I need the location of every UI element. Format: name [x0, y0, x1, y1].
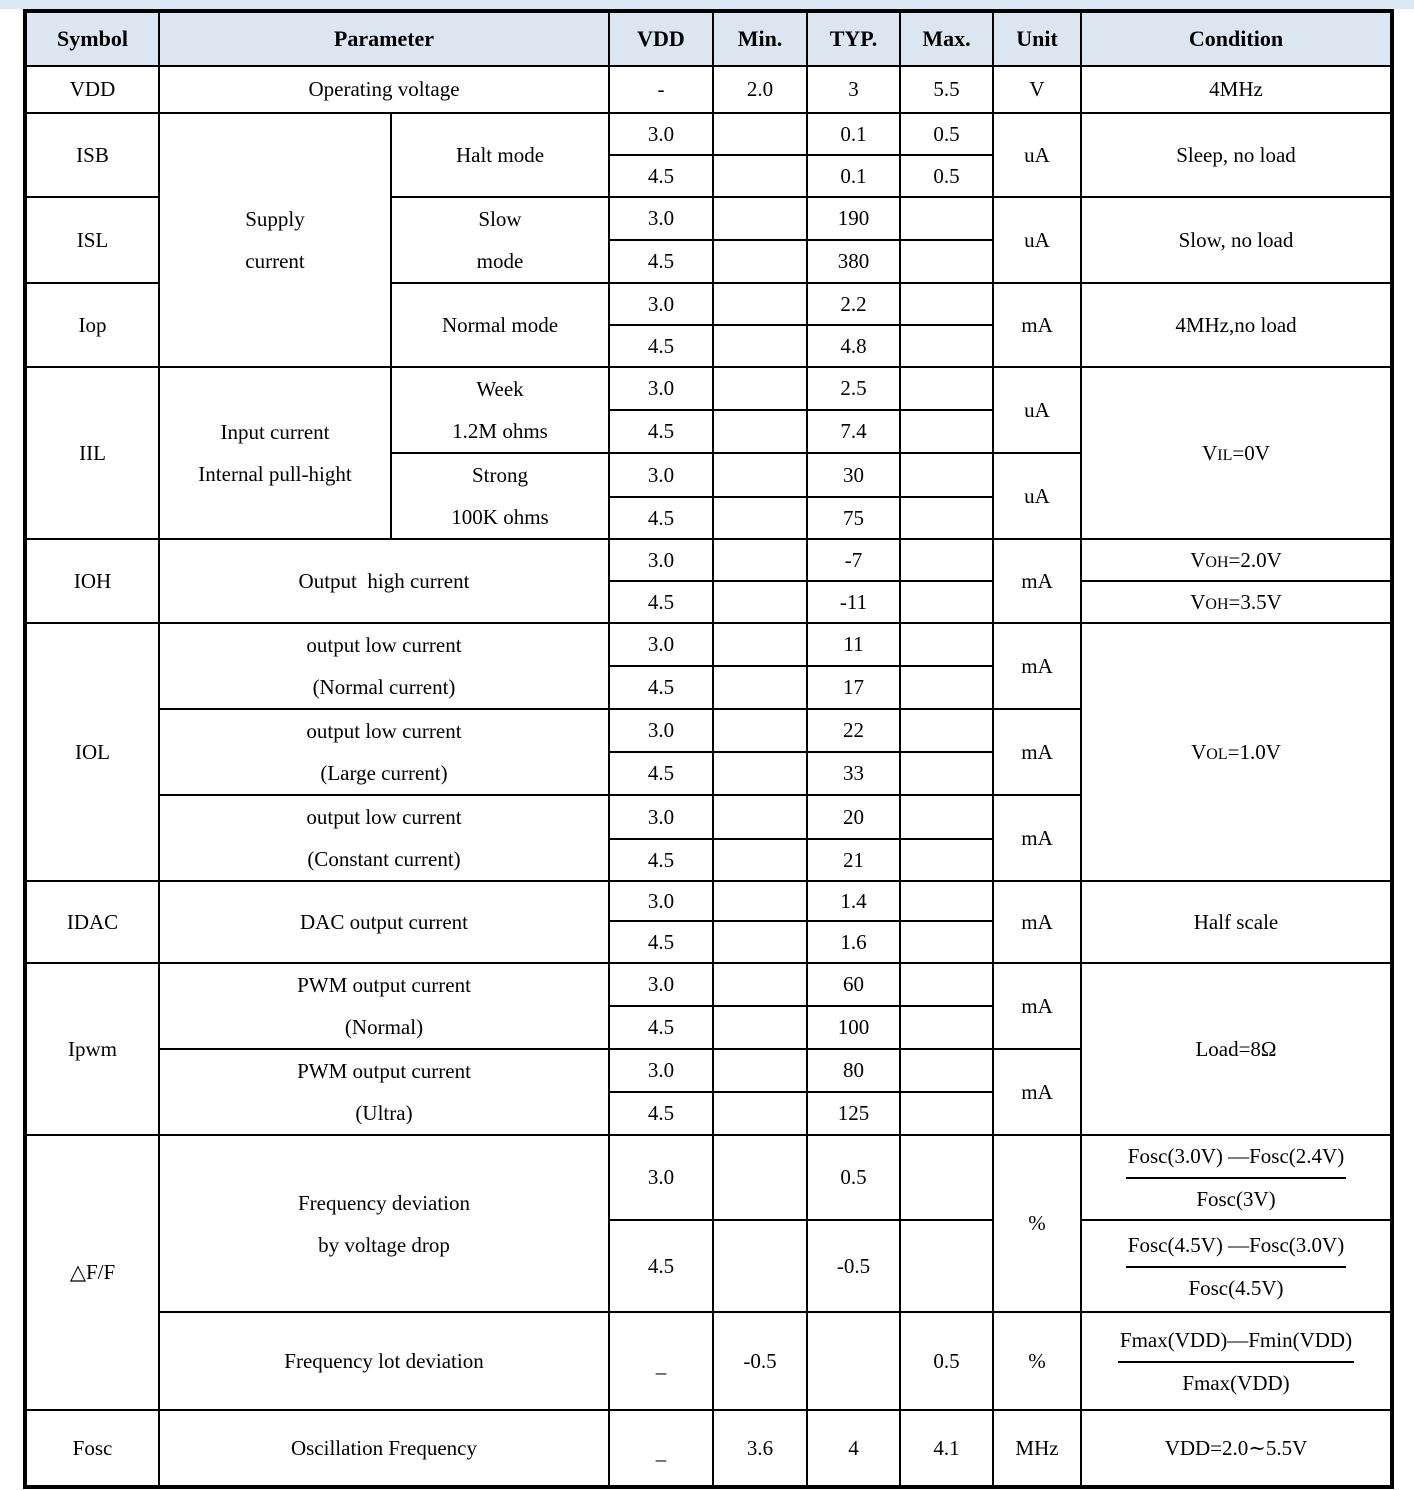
cell-isl-mode — [391, 197, 609, 283]
iil-weak-line2: 1.2M ohms — [452, 419, 548, 443]
cell-vdd-min: 2.0 — [713, 66, 807, 113]
fdev-cond1-numerator: Fosc(3.0V) —Fosc(2.4V) — [1126, 1136, 1346, 1179]
cell-isb-condition: Sleep, no load — [1081, 113, 1392, 197]
iol-normal-line2: (Normal current) — [312, 675, 456, 699]
cell-flot-condition — [1081, 1312, 1392, 1410]
cell-fdev-unit: % — [993, 1135, 1081, 1312]
isl-mode-line1: Slow — [478, 207, 522, 231]
cell-ipwm-normal-unit: mA — [993, 963, 1081, 1049]
fdev-cond2-numerator: Fosc(4.5V) —Fosc(3.0V) — [1126, 1225, 1346, 1268]
iol-normal-line1: output low current — [306, 633, 462, 657]
cell-fdev-condition2 — [1081, 1220, 1392, 1312]
fosc-vdd-dash: _ — [655, 1439, 667, 1464]
cell-isl-condition: Slow, no load — [1081, 197, 1392, 283]
cell-ipwm-ultra-unit: mA — [993, 1049, 1081, 1135]
cell-iop-condition: 4MHz,no load — [1081, 283, 1392, 367]
supply-line2: current — [245, 249, 305, 273]
cell-iop-min1 — [713, 283, 807, 325]
cell-iop-max1 — [900, 283, 993, 325]
cell-isl-vdd1: 3.0 — [609, 197, 713, 240]
cell-iol-large-min2 — [713, 752, 807, 795]
cell-fosc-unit: MHz — [993, 1410, 1081, 1487]
cell-iol-normal-min1 — [713, 623, 807, 666]
cell-iol-constant-unit: mA — [993, 795, 1081, 881]
header-min: Min. — [713, 11, 807, 66]
cell-iop-typ2: 4.8 — [807, 325, 900, 367]
iil-group-line1: Input current — [220, 420, 330, 444]
cell-ioh-min1 — [713, 539, 807, 581]
cell-fdev-min2 — [713, 1220, 807, 1312]
cell-isl-typ2: 380 — [807, 240, 900, 283]
cell-isb-unit: uA — [993, 113, 1081, 197]
cell-isb-max2: 0.5 — [900, 155, 993, 197]
ipwm-normal-line2: (Normal) — [344, 1015, 424, 1039]
cell-ioh-condition2 — [1081, 581, 1392, 623]
cell-iop-vdd2: 4.5 — [609, 325, 713, 367]
header-max: Max. — [900, 11, 993, 66]
cell-iil-strong-max2 — [900, 497, 993, 539]
row-vdd — [25, 66, 1392, 113]
cell-fdev-condition1 — [1081, 1135, 1392, 1220]
cell-ipwm-ultra-max2 — [900, 1092, 993, 1135]
cell-iol-normal-typ1: 11 — [807, 623, 900, 666]
cell-iol-constant-max2 — [900, 839, 993, 881]
cell-iil-weak-max2 — [900, 410, 993, 453]
iol-large-line2: (Large current) — [320, 761, 448, 785]
cell-iil-condition — [1081, 367, 1392, 539]
cell-idac-vdd2: 4.5 — [609, 921, 713, 963]
cell-ipwm-normal-max1 — [900, 963, 993, 1006]
cell-iop-vdd1: 3.0 — [609, 283, 713, 325]
ioh-cond1-sub: OH — [1205, 553, 1229, 571]
cell-isb-typ1: 0.1 — [807, 113, 900, 155]
cell-flot-unit: % — [993, 1312, 1081, 1410]
cell-isl-max2 — [900, 240, 993, 283]
cell-iil-strong-unit: uA — [993, 453, 1081, 539]
header-condition: Condition — [1081, 11, 1392, 66]
row-idac-1 — [25, 881, 1392, 921]
cell-iol-large-max2 — [900, 752, 993, 795]
cell-iol-normal-typ2: 17 — [807, 666, 900, 709]
row-ipwm-1 — [25, 963, 1392, 1006]
cell-iol-constant-typ1: 20 — [807, 795, 900, 839]
cell-iol-large-vdd2: 4.5 — [609, 752, 713, 795]
cell-iil-weak-vdd1: 3.0 — [609, 367, 713, 410]
fdev-cond1-denominator: Fosc(3V) — [1196, 1187, 1276, 1211]
cell-isb-vdd2: 4.5 — [609, 155, 713, 197]
cell-iol-normal-max1 — [900, 623, 993, 666]
isl-mode-line2: mode — [476, 249, 524, 273]
cell-ioh-vdd2: 4.5 — [609, 581, 713, 623]
row-fosc — [25, 1410, 1392, 1487]
cell-idac-condition: Half scale — [1081, 881, 1392, 963]
cell-iol-normal-vdd1: 3.0 — [609, 623, 713, 666]
cell-isb-mode: Halt mode — [391, 113, 609, 197]
iol-condition-sub: OL — [1206, 745, 1228, 763]
cell-ioh-typ2: -11 — [807, 581, 900, 623]
iil-condition-sub: IL — [1217, 446, 1233, 464]
cell-fosc-vdd — [609, 1410, 713, 1487]
cell-isb-symbol: ISB — [25, 113, 159, 197]
cell-isb-min2 — [713, 155, 807, 197]
cell-iil-weak-typ2: 7.4 — [807, 410, 900, 453]
ioh-cond2-sub: OH — [1205, 595, 1229, 613]
fdev-cond2-denominator: Fosc(4.5V) — [1188, 1275, 1284, 1300]
header-unit: Unit — [993, 11, 1081, 66]
cell-iol-constant-typ2: 21 — [807, 839, 900, 881]
cell-iol-large-typ1: 22 — [807, 709, 900, 752]
electrical-characteristics-table — [23, 9, 1394, 1489]
cell-vdd-symbol: VDD — [25, 66, 159, 113]
flot-vdd-dash: _ — [655, 1352, 667, 1377]
cell-iil-strong-min2 — [713, 497, 807, 539]
cell-iol-normal-parameter — [159, 623, 609, 709]
cell-isl-min1 — [713, 197, 807, 240]
cell-iil-strong-typ2: 75 — [807, 497, 900, 539]
header-parameter: Parameter — [159, 11, 609, 66]
cell-fdev-typ1: 0.5 — [807, 1135, 900, 1220]
ioh-cond2-post: =3.5V — [1228, 589, 1282, 614]
cell-ioh-symbol: IOH — [25, 539, 159, 623]
cell-iol-large-vdd1: 3.0 — [609, 709, 713, 752]
cell-isb-typ2: 0.1 — [807, 155, 900, 197]
cell-iil-strong-typ1: 30 — [807, 453, 900, 497]
row-iil-1 — [25, 367, 1392, 410]
cell-ioh-unit: mA — [993, 539, 1081, 623]
cell-idac-min2 — [713, 921, 807, 963]
cell-flot-typ — [807, 1312, 900, 1410]
iol-constant-line2: (Constant current) — [307, 847, 461, 871]
cell-ipwm-normal-vdd1: 3.0 — [609, 963, 713, 1006]
cell-iil-weak-min2 — [713, 410, 807, 453]
cell-flot-vdd — [609, 1312, 713, 1410]
cell-iil-symbol: IIL — [25, 367, 159, 539]
cell-ioh-max1 — [900, 539, 993, 581]
cell-fosc-symbol: Fosc — [25, 1410, 159, 1487]
cell-iol-condition — [1081, 623, 1392, 881]
cell-fosc-parameter: Oscillation Frequency — [159, 1410, 609, 1487]
cell-iol-large-max1 — [900, 709, 993, 752]
cell-iop-max2 — [900, 325, 993, 367]
cell-ipwm-condition: Load=8Ω — [1081, 963, 1392, 1135]
cell-ipwm-ultra-vdd1: 3.0 — [609, 1049, 713, 1092]
header-row — [25, 11, 1392, 66]
cell-isl-typ1: 190 — [807, 197, 900, 240]
cell-iol-constant-min2 — [713, 839, 807, 881]
cell-vdd-max: 5.5 — [900, 66, 993, 113]
cell-fdev-typ2: -0.5 — [807, 1220, 900, 1312]
flot-cond-denominator: Fmax(VDD) — [1182, 1370, 1290, 1395]
row-fdev-1 — [25, 1135, 1392, 1220]
iil-group-line2: Internal pull-hight — [198, 462, 352, 486]
cell-ioh-typ1: -7 — [807, 539, 900, 581]
cell-ioh-parameter: Output high current — [159, 539, 609, 623]
cell-iil-strong-vdd1: 3.0 — [609, 453, 713, 497]
cell-ipwm-normal-min1 — [713, 963, 807, 1006]
ipwm-ultra-line2: (Ultra) — [355, 1101, 413, 1125]
cell-fdev-vdd2: 4.5 — [609, 1220, 713, 1312]
cell-iol-large-parameter — [159, 709, 609, 795]
cell-ioh-min2 — [713, 581, 807, 623]
cell-iop-min2 — [713, 325, 807, 367]
cell-isl-unit: uA — [993, 197, 1081, 283]
cell-idac-symbol: IDAC — [25, 881, 159, 963]
cell-iop-typ1: 2.2 — [807, 283, 900, 325]
cell-fdev-symbol: △F/F — [25, 1135, 159, 1410]
iil-strong-line1: Strong — [471, 463, 528, 487]
cell-iop-symbol: Iop — [25, 283, 159, 367]
cell-fosc-max: 4.1 — [900, 1410, 993, 1487]
top-strip — [0, 0, 1414, 9]
cell-fdev-parameter — [159, 1135, 609, 1312]
row-isb-1 — [25, 113, 1392, 155]
cell-ipwm-normal-min2 — [713, 1006, 807, 1049]
cell-flot-max: 0.5 — [900, 1312, 993, 1410]
cell-iil-strong-min1 — [713, 453, 807, 497]
cell-ipwm-ultra-typ1: 80 — [807, 1049, 900, 1092]
cell-iil-weak-max1 — [900, 367, 993, 410]
cell-idac-max1 — [900, 881, 993, 921]
cell-ipwm-normal-typ2: 100 — [807, 1006, 900, 1049]
cell-idac-vdd1: 3.0 — [609, 881, 713, 921]
iil-condition-pre: V — [1202, 440, 1218, 465]
cell-idac-typ2: 1.6 — [807, 921, 900, 963]
cell-isl-symbol: ISL — [25, 197, 159, 283]
ipwm-normal-line1: PWM output current — [297, 973, 471, 997]
cell-fdev-max2 — [900, 1220, 993, 1312]
cell-fdev-min1 — [713, 1135, 807, 1220]
cell-iil-weak-vdd2: 4.5 — [609, 410, 713, 453]
cell-idac-typ1: 1.4 — [807, 881, 900, 921]
cell-iol-constant-vdd2: 4.5 — [609, 839, 713, 881]
iol-constant-line1: output low current — [306, 805, 462, 829]
cell-fdev-max1 — [900, 1135, 993, 1220]
cell-iil-strong-mode — [391, 453, 609, 539]
cell-ipwm-normal-parameter — [159, 963, 609, 1049]
cell-iol-constant-min1 — [713, 795, 807, 839]
cell-ipwm-normal-vdd2: 4.5 — [609, 1006, 713, 1049]
cell-iol-large-typ2: 33 — [807, 752, 900, 795]
iil-condition-post: =0V — [1232, 440, 1270, 465]
cell-iil-strong-vdd2: 4.5 — [609, 497, 713, 539]
cell-iil-weak-min1 — [713, 367, 807, 410]
cell-isl-vdd2: 4.5 — [609, 240, 713, 283]
cell-vdd-unit: V — [993, 66, 1081, 113]
cell-iol-constant-max1 — [900, 795, 993, 839]
cell-ioh-max2 — [900, 581, 993, 623]
iil-strong-line2: 100K ohms — [451, 505, 549, 529]
fdev-param-line2: by voltage drop — [318, 1232, 450, 1257]
cell-vdd-parameter: Operating voltage — [159, 66, 609, 113]
cell-iol-large-min1 — [713, 709, 807, 752]
iol-condition-post: =1.0V — [1227, 739, 1281, 764]
cell-iol-large-unit: mA — [993, 709, 1081, 795]
cell-ipwm-ultra-min2 — [713, 1092, 807, 1135]
cell-iil-weak-unit: uA — [993, 367, 1081, 453]
cell-iil-strong-max1 — [900, 453, 993, 497]
cell-ipwm-ultra-max1 — [900, 1049, 993, 1092]
cell-isb-min1 — [713, 113, 807, 155]
cell-fosc-condition: VDD=2.0∼5.5V — [1081, 1410, 1392, 1487]
supply-line1: Supply — [245, 207, 305, 231]
cell-isb-max1: 0.5 — [900, 113, 993, 155]
cell-idac-parameter: DAC output current — [159, 881, 609, 963]
cell-ipwm-ultra-typ2: 125 — [807, 1092, 900, 1135]
cell-iol-normal-min2 — [713, 666, 807, 709]
cell-iol-symbol: IOL — [25, 623, 159, 881]
row-ioh-1 — [25, 539, 1392, 581]
cell-iol-constant-vdd1: 3.0 — [609, 795, 713, 839]
cell-ipwm-symbol: Ipwm — [25, 963, 159, 1135]
row-flot — [25, 1312, 1392, 1410]
cell-iol-normal-max2 — [900, 666, 993, 709]
ipwm-ultra-line1: PWM output current — [297, 1059, 471, 1083]
cell-idac-unit: mA — [993, 881, 1081, 963]
cell-vdd-vdd: - — [609, 66, 713, 113]
cell-idac-min1 — [713, 881, 807, 921]
cell-ioh-vdd1: 3.0 — [609, 539, 713, 581]
cell-ipwm-normal-typ1: 60 — [807, 963, 900, 1006]
cell-vdd-typ: 3 — [807, 66, 900, 113]
ioh-cond1-post: =2.0V — [1228, 547, 1282, 572]
cell-iil-group — [159, 367, 391, 539]
cell-iol-normal-vdd2: 4.5 — [609, 666, 713, 709]
cell-iil-weak-mode — [391, 367, 609, 453]
cell-ioh-condition1 — [1081, 539, 1392, 581]
cell-ipwm-normal-max2 — [900, 1006, 993, 1049]
cell-iol-constant-parameter — [159, 795, 609, 881]
cell-flot-min: -0.5 — [713, 1312, 807, 1410]
flot-cond-numerator: Fmax(VDD)—Fmin(VDD) — [1118, 1320, 1354, 1363]
cell-iop-unit: mA — [993, 283, 1081, 367]
cell-iol-normal-unit: mA — [993, 623, 1081, 709]
header-typ: TYP. — [807, 11, 900, 66]
header-vdd: VDD — [609, 11, 713, 66]
cell-ipwm-ultra-min1 — [713, 1049, 807, 1092]
cell-fosc-min: 3.6 — [713, 1410, 807, 1487]
cell-ipwm-ultra-vdd2: 4.5 — [609, 1092, 713, 1135]
cell-flot-parameter: Frequency lot deviation — [159, 1312, 609, 1410]
cell-idac-max2 — [900, 921, 993, 963]
row-iol-1 — [25, 623, 1392, 666]
cell-vdd-condition: 4MHz — [1081, 66, 1392, 113]
iol-condition-pre: V — [1191, 739, 1207, 764]
cell-iil-weak-typ1: 2.5 — [807, 367, 900, 410]
iol-large-line1: output low current — [306, 719, 462, 743]
cell-ipwm-ultra-parameter — [159, 1049, 609, 1135]
cell-isl-min2 — [713, 240, 807, 283]
ioh-cond1-pre: V — [1190, 547, 1206, 572]
cell-isb-vdd1: 3.0 — [609, 113, 713, 155]
header-symbol: Symbol — [25, 11, 159, 66]
cell-supply-current-group — [159, 113, 391, 367]
cell-fdev-vdd1: 3.0 — [609, 1135, 713, 1220]
fdev-param-line1: Frequency deviation — [297, 1190, 471, 1215]
cell-fosc-typ: 4 — [807, 1410, 900, 1487]
ioh-cond2-pre: V — [1190, 589, 1206, 614]
iil-weak-line1: Week — [476, 377, 524, 401]
cell-isl-max1 — [900, 197, 993, 240]
cell-iop-mode: Normal mode — [391, 283, 609, 367]
